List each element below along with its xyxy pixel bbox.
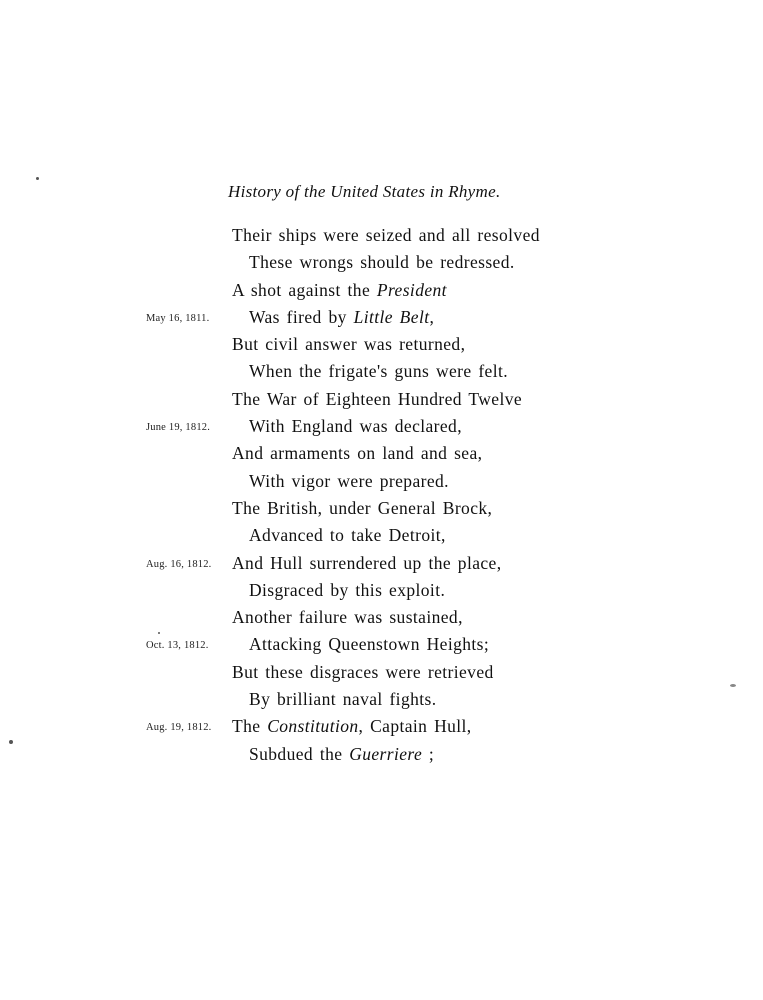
verse-line bbox=[0, 413, 763, 440]
verse-text bbox=[249, 249, 515, 276]
verse-text-plain: Another failure was sustained, bbox=[232, 607, 463, 628]
verse-line bbox=[0, 604, 763, 631]
verse-text-plain: And armaments on land and sea, bbox=[232, 443, 483, 464]
verse-line bbox=[0, 522, 763, 549]
verse-text-plain: Disgraced by this exploit. bbox=[249, 579, 446, 600]
verse-text-plain: The War of Eighteen Hundred Twelve bbox=[232, 388, 523, 409]
margin-date: Oct. 13, 1812. bbox=[146, 640, 209, 652]
verse-text-italic: Constitution bbox=[267, 716, 359, 737]
verse-text-plain: But civil answer was returned, bbox=[232, 334, 466, 355]
verse-text bbox=[232, 386, 522, 413]
verse-line bbox=[0, 386, 763, 413]
verse-text bbox=[232, 604, 463, 631]
verse-line bbox=[0, 741, 763, 768]
verse-line bbox=[0, 686, 763, 713]
verse-text-plain: With vigor were prepared. bbox=[249, 470, 449, 491]
verse-text-trailing: , bbox=[429, 306, 435, 327]
verse-line bbox=[0, 249, 763, 276]
verse-line bbox=[0, 631, 763, 658]
margin-date: Aug. 19, 1812. bbox=[146, 722, 212, 734]
verse-text bbox=[232, 713, 472, 740]
scan-speck bbox=[158, 632, 160, 634]
scan-speck bbox=[730, 684, 736, 687]
verse-text bbox=[249, 686, 437, 713]
verse-line bbox=[0, 222, 763, 249]
verse-line bbox=[0, 577, 763, 604]
margin-date: June 19, 1812. bbox=[146, 422, 211, 434]
verse-text-plain: The British, under General Brock, bbox=[232, 497, 493, 518]
verse-text-italic: Guerriere bbox=[349, 743, 423, 764]
verse-text bbox=[249, 631, 489, 658]
verse-text-italic: President bbox=[376, 279, 447, 300]
verse-text-plain: A shot against the bbox=[232, 279, 377, 300]
verse-text-plain: These wrongs should be redressed. bbox=[249, 252, 515, 273]
verse-text bbox=[232, 277, 447, 304]
verse-text bbox=[232, 659, 494, 686]
verse-line bbox=[0, 304, 763, 331]
verse-text bbox=[249, 741, 434, 768]
verse-text bbox=[232, 222, 540, 249]
verse-line bbox=[0, 358, 763, 385]
verse-text-plain: The bbox=[232, 716, 268, 737]
verse-line bbox=[0, 277, 763, 304]
verse-text-plain: But these disgraces were retrieved bbox=[232, 661, 494, 682]
verse-text-trailing: , Captain Hull, bbox=[358, 716, 472, 737]
verse-text-plain: By brilliant naval fights. bbox=[249, 689, 437, 710]
verse-text bbox=[249, 577, 445, 604]
verse-text bbox=[232, 331, 465, 358]
verse-text-plain: Their ships were seized and all resolved bbox=[232, 225, 540, 245]
verse-line bbox=[0, 495, 763, 522]
verse-text-plain: Attacking Queenstown Heights; bbox=[249, 634, 490, 655]
margin-date: May 16, 1811. bbox=[146, 312, 210, 324]
poem-verse bbox=[0, 222, 763, 768]
verse-text-plain: With England was declared, bbox=[249, 416, 462, 437]
scan-speck bbox=[36, 177, 39, 180]
page-header: History of the United States in Rhyme. bbox=[228, 182, 501, 201]
margin-date: Aug. 16, 1812. bbox=[146, 558, 212, 570]
verse-text bbox=[249, 358, 508, 385]
verse-text bbox=[249, 304, 434, 331]
verse-line bbox=[0, 331, 763, 358]
verse-text bbox=[232, 495, 492, 522]
verse-line bbox=[0, 468, 763, 495]
verse-text-plain: Subdued the bbox=[249, 743, 350, 764]
verse-text bbox=[249, 468, 449, 495]
verse-text-plain: When the frigate's guns were felt. bbox=[249, 361, 509, 382]
verse-text bbox=[232, 550, 502, 577]
verse-text-italic: Little Belt bbox=[353, 306, 430, 327]
scan-speck bbox=[9, 740, 13, 744]
verse-text bbox=[232, 440, 482, 467]
verse-text bbox=[249, 522, 446, 549]
verse-text-plain: Was fired by bbox=[249, 306, 354, 327]
verse-line bbox=[0, 713, 763, 740]
verse-text-plain: Advanced to take Detroit, bbox=[249, 525, 446, 546]
verse-line bbox=[0, 440, 763, 467]
verse-line bbox=[0, 550, 763, 577]
verse-text-plain: And Hull surrendered up the place, bbox=[232, 552, 502, 573]
verse-text bbox=[249, 413, 462, 440]
verse-text-trailing: ; bbox=[422, 743, 435, 764]
verse-line bbox=[0, 659, 763, 686]
